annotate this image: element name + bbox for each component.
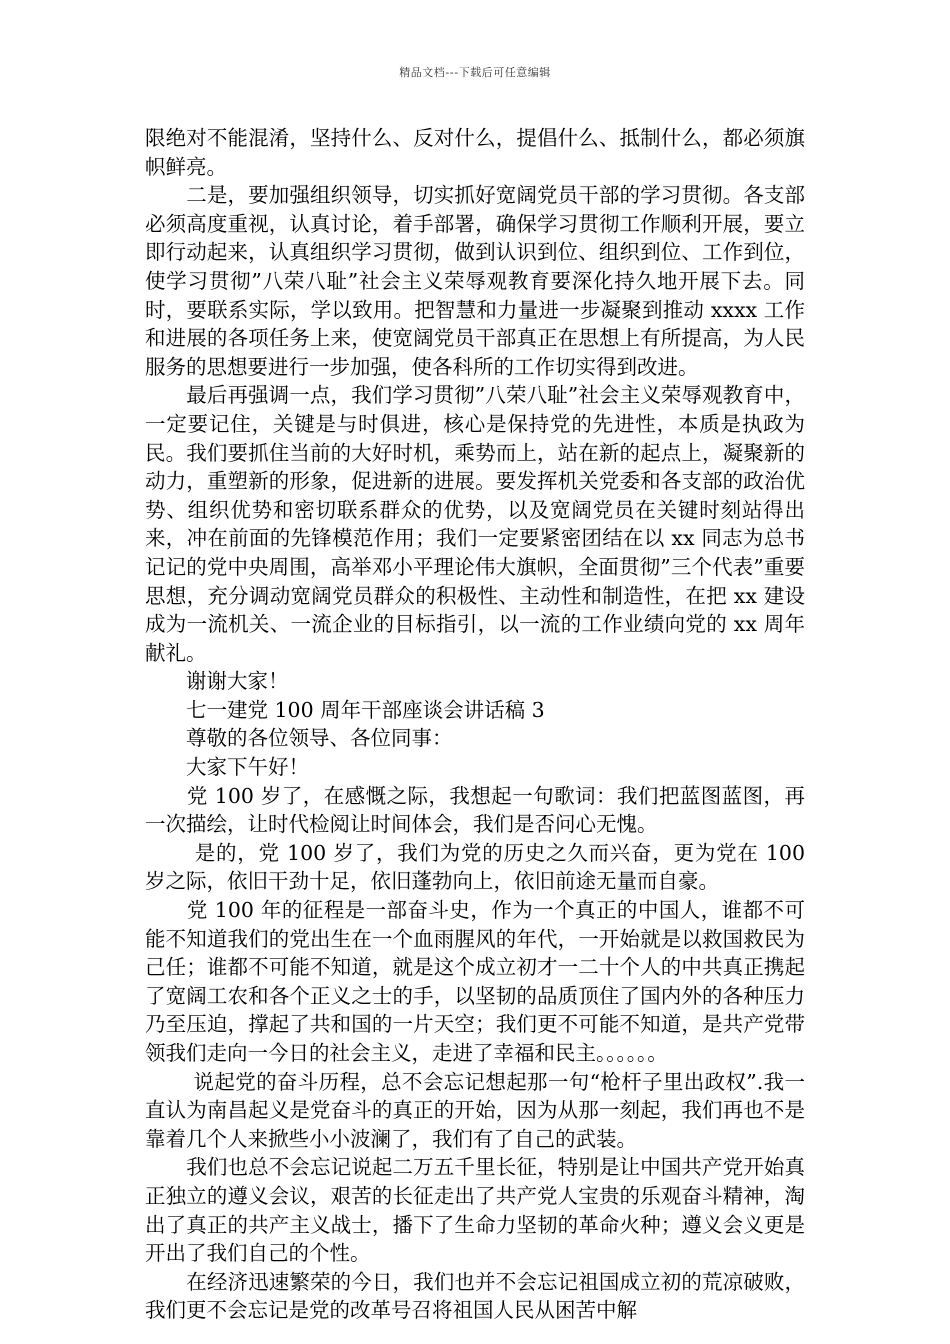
document-body [145, 124, 812, 1325]
paragraph: 谢谢大家！ [145, 669, 289, 694]
page-header: 精品文档---下载后可任意编辑 [399, 66, 551, 79]
paragraph: 在经济迅速繁荣的今日，我们也并不会忘记祖国成立初的荒凉破败，我们更不会忘记是党的改革号召将祖国人民从困苦中解 [145, 1269, 805, 1323]
paragraph: 二是，要加强组织领导，切实抓好宽阔党员干部的学习贯彻。各支部必须高度重视，认真讨论，着手部署，确保学习贯彻工作顺利开展，要立即行动起来，认真组织学习贯彻，做到认识到位、组织到位、工作到位，使学习贯彻”八荣八耻”社会主义荣辱观教育要深化持久地开展下去。同时，要联系实际，学以致用。把智慧和力量进一步凝聚到推动 xxxx 工作和进展的各项任务上来，使宽阔党员干部真正在思想上有所提高，为人民服务的思想要进行一步加强，使各科所的工作切实得到改进。 [145, 183, 805, 379]
paragraph: 党 100 年的征程是一部奋斗史，作为一个真正的中国人，谁都不可能不知道我们的党出生在一个血雨腥风的年代，一开始就是以救国救民为己任；谁都不可能不知道，就是这个成立初才一二十个人的中共真正携起了宽阔工农和各个正义之士的手，以坚韧的品质顶住了国内外的各种压力乃至压迫，撑起了共和国的一片天空；我们更不可能不知道，是共产党带领我们走向一今日的社会主义，走进了幸福和民主。。。。。。 [145, 898, 805, 1065]
paragraph: 党 100 岁了，在感慨之际，我想起一句歌词：我们把蓝图蓝图，再一次描绘，让时代检阅让时间体会，我们是否问心无愧。 [145, 783, 805, 837]
paragraph: 我们也总不会忘记说起二万五千里长征，特别是让中国共产党开始真正独立的遵义会议，艰苦的长征走出了共产党人宝贵的乐观奋斗精神，淘出了真正的共产主义战士，播下了生命力坚韧的革命火种；遵义会义更是开出了我们自己的个性。 [145, 1155, 805, 1266]
paragraph: 限绝对不能混淆，坚持什么、反对什么，提倡什么、抵制什么，都必须旗帜鲜亮。 [145, 126, 805, 179]
greeting: 大家下午好！ [145, 755, 309, 780]
salutation: 尊敬的各位领导、各位同事： [145, 726, 453, 751]
section-title: 七一建党 100 周年干部座谈会讲话稿 3 [145, 697, 545, 722]
paragraph: 最后再强调一点，我们学习贯彻”八荣八耻”社会主义荣辱观教育中，一定要记住，关键是与时俱进，核心是保持党的先进性，本质是执政为民。我们要抓住当前的大好时机，乘势而上，站在新的起点上，凝聚新的动力，重塑新的形象，促进新的进展。要发挥机关党委和各支部的政治优势、组织优势和密切联系群众的优势，以及宽阔党员在关键时刻站得出来，冲在前面的先锋模范作用；我们一定要紧密团结在以 xx 同志为总书记记的党中央周围，高举邓小平理论伟大旗帜，全面贯彻”三个代表”重要思想，充分调动宽阔党员群众的积极性、主动性和制造性，在把 xx 建设成为一流机关、一流企业的目标指引，以一流的工作业绩向党的 xx 周年献礼。 [145, 383, 805, 665]
paragraph: 是的，党 100 岁了，我们为党的历史之久而兴奋，更为党在 100 岁之际，依旧干劲十足，依旧蓬勃向上，依旧前途无量而自豪。 [145, 840, 812, 894]
paragraph: 说起党的奋斗历程，总不会忘记想起那一句“枪杆子里出政权”.我一直认为南昌起义是党奋斗的真正的开始，因为从那一刻起，我们再也不是靠着几个人来掀些小小波澜了，我们有了自己的武装。 [145, 1069, 805, 1151]
